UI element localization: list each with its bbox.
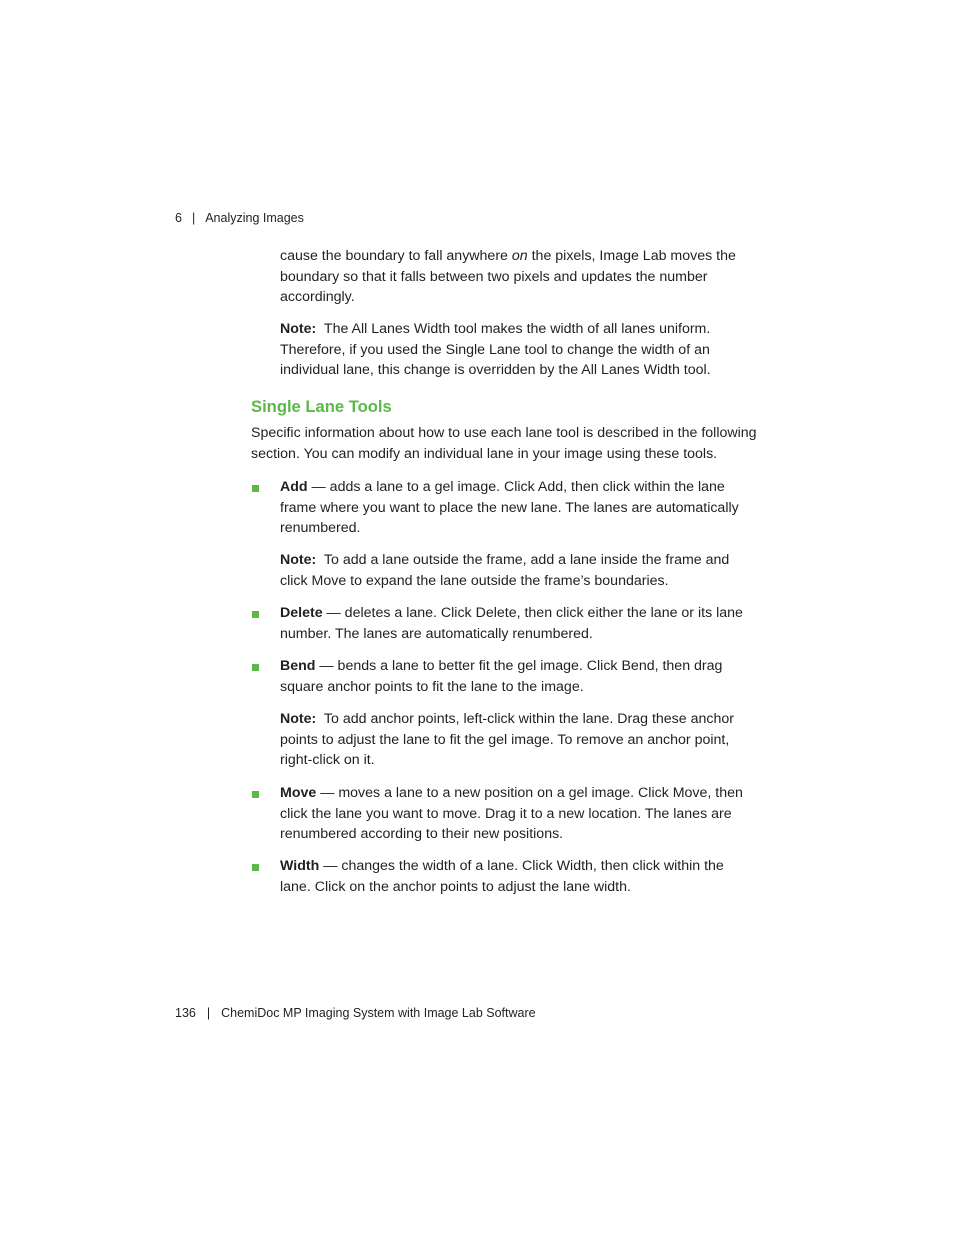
- tool-item-move: [280, 783, 758, 845]
- chapter-number: 6: [175, 211, 182, 225]
- bullet-square-icon: [252, 611, 259, 618]
- footer-separator: |: [206, 1006, 211, 1020]
- section-heading: Single Lane Tools: [251, 397, 392, 416]
- tool-description: — deletes a lane. Click Delete, then click either the lane or its lane number. The lanes are automatically renumbered.: [280, 605, 743, 642]
- tool-description: — changes the width of a lane. Click Width, then click within the lane. Click on the anchor points to adjust the lane width.: [280, 858, 724, 895]
- tool-name: Delete: [280, 605, 323, 621]
- emphasis-text: on: [511, 248, 528, 264]
- tool-name: Bend: [280, 658, 316, 674]
- note-text: To add a lane outside the frame, add a lane inside the frame and click Move to expand the lane outside the frame’s boundaries.: [280, 552, 730, 589]
- tool-item-delete: [280, 603, 755, 644]
- note-add-lane: [280, 550, 740, 591]
- bullet-square-icon: [252, 791, 259, 798]
- note-all-lanes-width: [280, 319, 730, 381]
- tool-item-bend: [280, 656, 740, 697]
- intro-paragraph: cause the boundary to fall anywhere on the pixels, Image Lab moves the boundary so that it falls between two pixels and updates the number accordingly.: [280, 248, 736, 306]
- tool-name: Width: [280, 858, 320, 874]
- tool-item-add: [280, 477, 750, 539]
- note-text: The All Lanes Width tool makes the width of all lanes uniform. Therefore, if you used the Single Lane tool to change the width of an individual lane, this change is overridden by the All Lanes Width tool.: [280, 321, 711, 379]
- header-separator: |: [191, 211, 196, 225]
- tool-item-width: [280, 856, 740, 897]
- chapter-title: Analyzing Images: [205, 211, 304, 225]
- page-number: 136: [175, 1006, 196, 1020]
- tool-name: Move: [280, 785, 317, 801]
- tool-description: — bends a lane to better fit the gel image. Click Bend, then drag square anchor points to fit the lane to the image.: [280, 658, 723, 695]
- bullet-square-icon: [252, 664, 259, 671]
- tool-description: — adds a lane to a gel image. Click Add, then click within the lane frame where you want to place the new lane. The lanes are automatically renumbered.: [280, 479, 739, 537]
- note-label: Note:: [280, 552, 317, 568]
- note-anchor-points: [280, 709, 745, 771]
- note-label: Note:: [280, 711, 317, 727]
- running-header: [175, 211, 304, 225]
- note-label: Note:: [280, 321, 317, 337]
- bullet-square-icon: [252, 485, 259, 492]
- section-intro-paragraph: Specific information about how to use each lane tool is described in the following section. You can modify an individual lane in your image using these tools.: [251, 425, 757, 462]
- running-footer: [175, 1006, 536, 1020]
- tool-description: — moves a lane to a new position on a gel image. Click Move, then click the lane you want to move. Drag it to a new location. The lanes are renumbered according to their new positions.: [280, 785, 743, 843]
- book-title: ChemiDoc MP Imaging System with Image Lab Software: [221, 1006, 536, 1020]
- tool-name: Add: [280, 479, 308, 495]
- bullet-square-icon: [252, 864, 259, 871]
- note-text: To add anchor points, left-click within the lane. Drag these anchor points to adjust the lane to fit the gel image. To remove an anchor point, right-click on it.: [280, 711, 734, 769]
